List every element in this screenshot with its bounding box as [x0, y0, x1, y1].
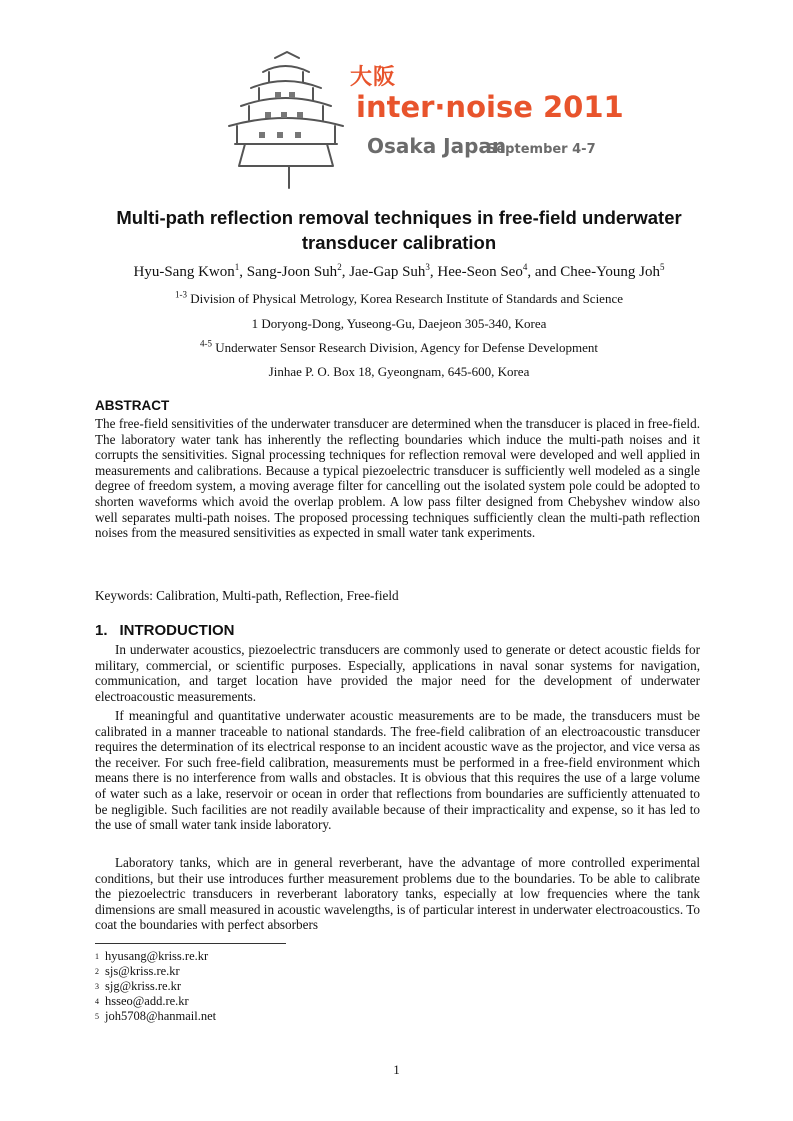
footnote — [95, 1009, 216, 1024]
abstract-text: The free-field sensitivities of the underwater transducer are determined when the transducer is placed in free-field. The laboratory water tank has inherently the reflecting boundaries which induce the multi-path noises and it corrupts the sensitivities. Signal processing techniques for reflection removal were developed and well applied in measurements and calibrations. Because a typical piezoelectric transducer is sufficiently well modeled as a single degree of freedom system, a moving average filter for cancelling out the isolated system pole could be adopted to shorten waveforms which avoid the overlap problem. A low pass filter designed from Chebyshev window also well separates multi-path noises. The proposed processing techniques sufficiently clean the multi-path reflection noises from the measured sensitivities as expected in small water tank experiments. — [95, 416, 700, 541]
footnote-email: hsseo@add.re.kr — [105, 994, 189, 1008]
affiliation-1-line2: 1 Doryong-Dong, Yuseong-Gu, Daejeon 305-340, Korea — [251, 316, 547, 331]
author-sup: 1 — [234, 262, 240, 272]
footnote — [95, 964, 216, 979]
footnote-marker: 1 — [95, 952, 99, 961]
section-title: INTRODUCTION — [119, 622, 235, 639]
footnote-email: sjg@kriss.re.kr — [105, 979, 182, 993]
footnote-marker: 3 — [95, 982, 99, 991]
author-name: Jae-Gap Suh — [349, 264, 426, 280]
author-sup: 5 — [659, 262, 665, 272]
logo-kanji: 大阪 — [350, 65, 397, 90]
footnote — [95, 949, 216, 964]
affiliation-1-line1 — [95, 290, 703, 308]
body-paragraph: Laboratory tanks, which are in general reverberant, have the advantage of more controlled experimental conditions, but their use introduces further measurement problems due to the boundaries. To be able to calibrate the piezoelectric transducers in reverberant laboratory tanks, especially at low frequencies where the tank dimensions are small measured in acoustic wavelengths, is of particular interest in underwater electroacoustics. To coat the boundaries with perfect absorbers — [95, 855, 700, 933]
section-number: 1. — [95, 622, 108, 639]
author-list — [95, 262, 703, 282]
author-sup: 4 — [522, 262, 528, 272]
footnote-email: joh5708@hanmail.net — [105, 1009, 217, 1023]
affiliation-text: Underwater Sensor Research Division, Agency for Defense Development — [212, 340, 598, 355]
section-heading — [95, 622, 235, 639]
author-sup: 2 — [337, 262, 342, 272]
keywords: Keywords: Calibration, Multi-path, Reflection, Free-field — [95, 588, 399, 603]
author-name: Hee-Seon Seo — [437, 264, 523, 280]
author-sup: 3 — [425, 262, 430, 272]
footnotes — [95, 949, 216, 1024]
affiliation-sup: 1-3 — [175, 289, 187, 300]
footnote-email: sjs@kriss.re.kr — [105, 964, 180, 978]
footnote-marker: 2 — [95, 967, 99, 976]
affiliation-sup: 4-5 — [200, 338, 213, 349]
footnote — [95, 979, 216, 994]
author-sep: , — [341, 264, 350, 280]
author-name: Chee-Young Joh — [560, 264, 660, 280]
affiliation-text: Division of Physical Metrology, Korea Research Institute of Standards and Science — [187, 291, 623, 306]
footnote-marker: 5 — [95, 1012, 99, 1021]
paper-title: Multi-path reflection removal techniques in free-field underwater transducer calibration — [116, 207, 682, 253]
castle-icon — [215, 48, 355, 193]
author-name: Hyu-Sang Kwon — [133, 264, 235, 280]
body-paragraph: If meaningful and quantitative underwater acoustic measurements are to be made, the transducers must be calibrated in a manner traceable to national standards. The free-field calibration of an electroacoustic transducer requires the determination of its electrical response to an incident acoustic wave as the projector, and vice versa as the receiver. For such free-field calibration, measurements must be performed in a free-field environment which means there is no interference from walls and obstacles. It is obvious that this requires the use of a large volume of water such as a lake, reservoir or ocean in order that reflections from boundaries are sufficiently attenuated to be negligible. Such facilities are not readily available because of their impracticality and expense, so it has led to the use of small water tank inside laboratory. — [95, 708, 700, 833]
logo-conference-name: inter·noise 2011 — [356, 90, 624, 124]
footnote-rule — [95, 943, 286, 944]
author-name: Sang-Joon Suh — [246, 264, 338, 280]
affiliation-2-line2: Jinhae P. O. Box 18, Gyeongnam, 645-600, Korea — [268, 364, 530, 379]
page-number: 1 — [393, 1062, 400, 1077]
footnote-marker: 4 — [95, 997, 99, 1006]
author-sep: , — [239, 264, 247, 280]
body-paragraph: In underwater acoustics, piezoelectric transducers are commonly used to generate or detect acoustic fields for military, commercial, or scientific purposes. Especially, applications in naval sonar systems for navigation, communication, and target location have provided the major need for the development of underwater electroacoustic measurements. — [95, 642, 700, 704]
footnote-email: hyusang@kriss.re.kr — [105, 949, 209, 963]
affiliation-2-line1 — [95, 339, 703, 357]
footnote — [95, 994, 216, 1009]
author-sep: , and — [527, 264, 561, 280]
logo-dates: September 4-7 — [487, 142, 596, 157]
author-sep: , — [429, 264, 438, 280]
logo-city: Osaka Japan — [367, 134, 507, 158]
abstract-heading: ABSTRACT — [95, 398, 170, 413]
